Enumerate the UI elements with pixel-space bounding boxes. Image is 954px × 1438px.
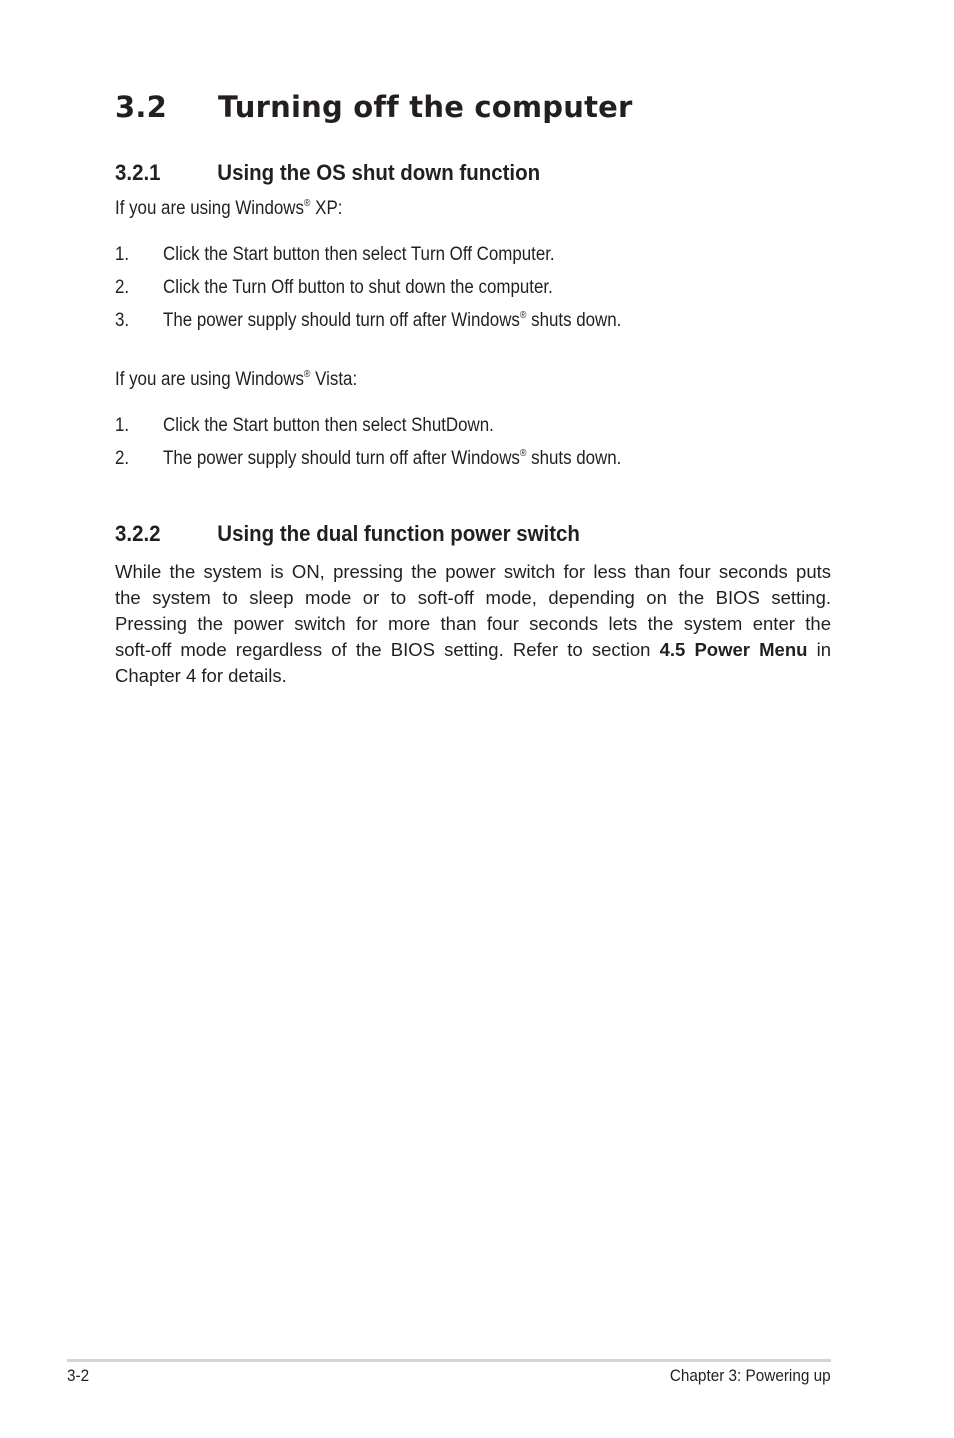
section-title: Turning off the computer (218, 90, 633, 124)
xp-intro: If you are using Windows® XP: (115, 198, 343, 219)
subsection-number: 3.2.1 (115, 160, 161, 185)
paragraph-line: Pressing the power switch for more than four seconds lets the system enter the (115, 613, 831, 634)
subsection-heading-os-shutdown (115, 160, 540, 186)
power-switch-paragraph (115, 559, 831, 689)
registered-mark: ® (519, 448, 527, 459)
paragraph-line: the system to sleep mode or to soft-off mode, depending on the BIOS setting. (115, 587, 831, 608)
subsection-number: 3.2.2 (115, 521, 161, 546)
footer-divider (67, 1359, 831, 1362)
section-number: 3.2 (115, 90, 167, 124)
paragraph-line: soft-off mode regardless of the BIOS setting. Refer to section 4.5 Power Menu in (115, 639, 831, 660)
page-title (115, 90, 633, 124)
vista-intro: If you are using Windows® Vista: (115, 369, 358, 390)
subsection-title: Using the OS shut down function (217, 160, 541, 185)
registered-mark: ® (519, 310, 527, 321)
subsection-heading-power-switch (115, 521, 580, 547)
registered-mark: ® (303, 198, 311, 209)
chapter-label: Chapter 3: Powering up (670, 1366, 831, 1385)
paragraph-line: Chapter 4 for details. (115, 665, 287, 686)
subsection-title: Using the dual function power switch (217, 521, 580, 546)
registered-mark: ® (303, 369, 311, 380)
power-menu-reference: 4.5 Power Menu (659, 639, 808, 660)
page-number: 3-2 (67, 1366, 90, 1385)
paragraph-line: While the system is ON, pressing the power switch for less than four seconds puts (115, 561, 831, 582)
